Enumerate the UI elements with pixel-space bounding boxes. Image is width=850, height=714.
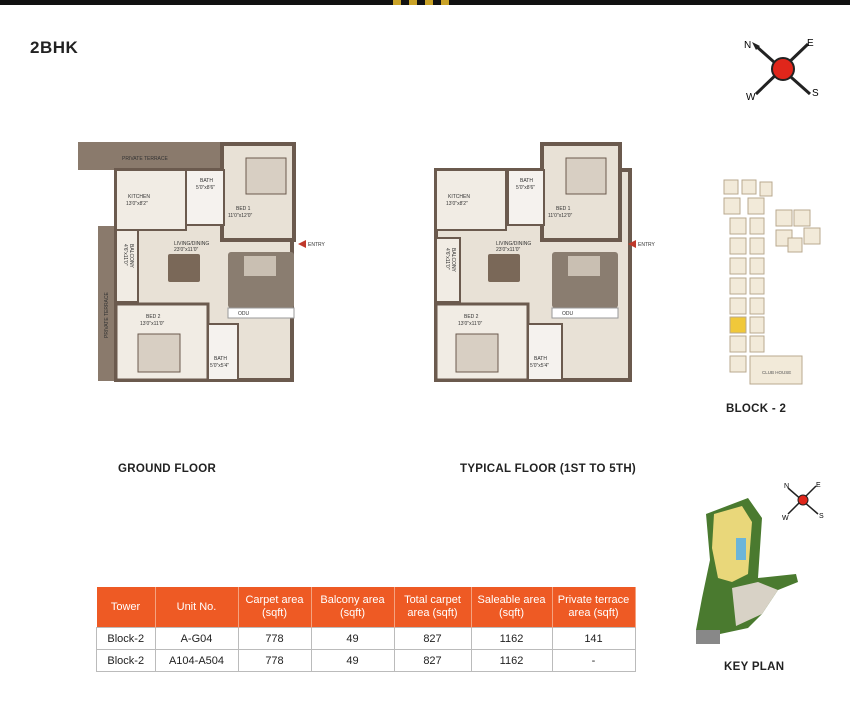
key-plan-map	[692, 478, 830, 648]
bath1-label: BATH	[520, 178, 533, 184]
bath1-dim: 5'0"x8'6"	[516, 185, 536, 191]
bed1-label: BED 1	[556, 206, 571, 212]
bed1-dim: 11'0"x12'0"	[228, 213, 253, 219]
bed1-label: BED 1	[236, 206, 251, 212]
table-cell: 141	[552, 628, 635, 650]
balcony-label: BALCONY	[450, 248, 456, 272]
ground-floor-caption: GROUND FLOOR	[118, 463, 217, 475]
kitchen-label: KITCHEN	[448, 194, 470, 200]
typical-floor-plan	[416, 138, 666, 383]
kitchen-label: KITCHEN	[128, 194, 150, 200]
entry-label: ENTRY	[638, 242, 655, 248]
col-total-carpet: Total carpet area (sqft)	[394, 587, 471, 628]
block-2-label: BLOCK - 2	[726, 403, 787, 415]
col-tower: Tower	[97, 587, 156, 628]
compass-s: S	[812, 88, 819, 99]
key-compass-e: E	[816, 482, 821, 489]
ground-floor-plan	[78, 138, 328, 383]
table-cell: 827	[394, 650, 471, 672]
col-carpet: Carpet area (sqft)	[238, 587, 311, 628]
club-house-label: CLUB HOUSE	[762, 370, 792, 375]
kitchen-dim: 13'0"x8'2"	[126, 201, 148, 207]
balcony-label: BALCONY	[128, 244, 134, 268]
key-plan-label: KEY PLAN	[724, 661, 785, 673]
bath1-dim: 5'0"x8'6"	[196, 185, 216, 191]
top-bar-accent	[441, 0, 449, 5]
compass-n: N	[744, 40, 752, 51]
top-bar-accent	[409, 0, 417, 5]
key-compass-w: W	[782, 515, 789, 522]
table-cell: A-G04	[155, 628, 238, 650]
table-cell: 1162	[471, 650, 552, 672]
living-label: LIVING/DINING	[174, 241, 210, 247]
balcony-dim: 4'6"x11'0"	[444, 248, 450, 270]
col-saleable: Saleable area (sqft)	[471, 587, 552, 628]
top-bar	[0, 0, 850, 5]
bed2-dim: 13'0"x11'0"	[140, 321, 165, 327]
odu-label: ODU	[238, 311, 250, 317]
bed1-dim: 11'0"x12'0"	[548, 213, 573, 219]
highlighted-unit	[730, 317, 746, 333]
table-cell: Block-2	[97, 650, 156, 672]
terrace-side-label: PRIVATE TERRACE	[104, 292, 110, 338]
entry-label: ENTRY	[308, 242, 325, 248]
bath2-dim: 5'0"x5'4"	[530, 363, 550, 369]
table-cell: 49	[311, 650, 394, 672]
bath2-label: BATH	[534, 356, 547, 362]
table-cell: 778	[238, 650, 311, 672]
compass-e: E	[807, 38, 814, 49]
table-cell: 827	[394, 628, 471, 650]
col-terrace: Private terrace area (sqft)	[552, 587, 635, 628]
compass-w: W	[746, 92, 756, 103]
terrace-top-label: PRIVATE TERRACE	[122, 156, 168, 162]
block-2-plan	[716, 176, 826, 391]
col-unit: Unit No.	[155, 587, 238, 628]
odu-label: ODU	[562, 311, 574, 317]
top-bar-accent	[425, 0, 433, 5]
table-cell: 778	[238, 628, 311, 650]
page-title: 2BHK	[30, 38, 79, 57]
table-cell: 49	[311, 628, 394, 650]
table-cell: Block-2	[97, 628, 156, 650]
bath2-dim: 5'0"x5'4"	[210, 363, 230, 369]
table-row	[97, 650, 636, 672]
key-compass-n: N	[784, 483, 790, 490]
table-cell: -	[552, 650, 635, 672]
living-label: LIVING/DINING	[496, 241, 532, 247]
living-dim: 23'0"x11'0"	[496, 247, 521, 253]
compass-icon	[742, 34, 822, 104]
bed2-label: BED 2	[464, 314, 479, 320]
table-cell: A104-A504	[155, 650, 238, 672]
key-compass-s: S	[819, 513, 824, 520]
bed2-label: BED 2	[146, 314, 161, 320]
area-table	[96, 587, 636, 672]
col-balcony: Balcony area (sqft)	[311, 587, 394, 628]
top-bar-accent	[393, 0, 401, 5]
table-row	[97, 628, 636, 650]
bed2-dim: 13'0"x11'0"	[458, 321, 483, 327]
balcony-dim: 4'6"x11'0"	[122, 244, 128, 266]
kitchen-dim: 13'0"x8'2"	[446, 201, 468, 207]
table-cell: 1162	[471, 628, 552, 650]
bath2-label: BATH	[214, 356, 227, 362]
bath1-label: BATH	[200, 178, 213, 184]
living-dim: 23'0"x11'0"	[174, 247, 199, 253]
typical-floor-caption: TYPICAL FLOOR (1ST TO 5TH)	[460, 463, 637, 475]
